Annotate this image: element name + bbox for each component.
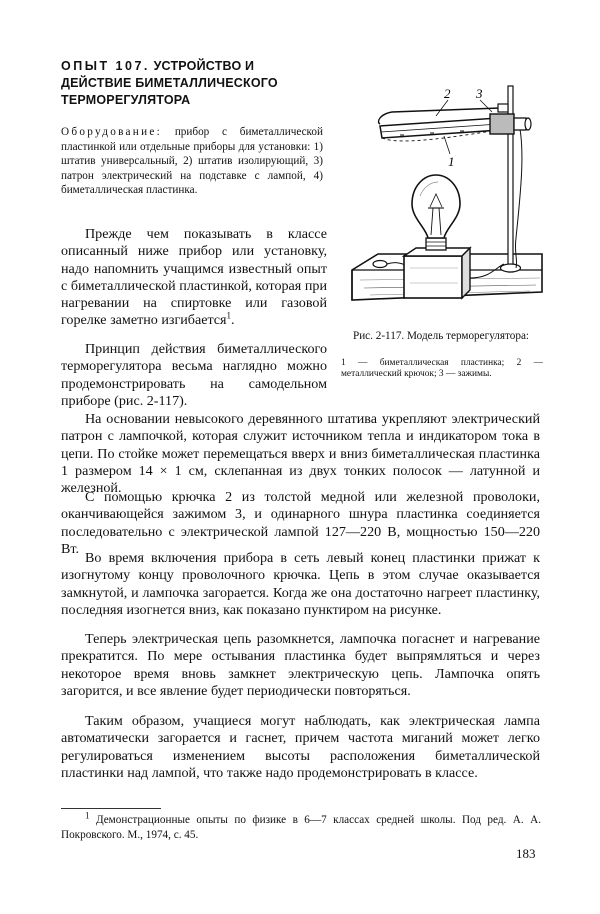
callout-2: 2 [444, 86, 451, 101]
thermoregulator-figure [340, 78, 552, 316]
footnote-mark: 1 [85, 810, 90, 821]
equipment-text: прибор с биметаллической пластинкой или отдельные приборы для установки: 1) штатив универсальный, 2) штатив изолирующий, 3) патрон электрический на подставке с лампой, 4) биметаллическая пластинка. [61, 126, 323, 196]
callout-3: 3 [476, 86, 483, 101]
footnote-ref: 1 [226, 310, 232, 321]
footnote-text: Демонстрационные опыты по физике в 6—7 классах средней школы. Под ред. А. А. Покровского. М., 1974, с. 45. [61, 814, 541, 841]
figure-legend: 1 — биметаллическая пластинка; 2 — металлический крючок; 3 — зажимы. [341, 358, 543, 379]
paragraph-principle: Принцип действия биметаллического терморегулятора весьма наглядно можно продемонстрировать на самодельном приборе (рис. 2-117). [61, 341, 327, 409]
footnote [61, 810, 541, 842]
leader-1 [444, 136, 450, 154]
experiment-heading [61, 58, 323, 109]
paragraph-intro-text: Прежде чем показывать в классе описанный ниже прибор или установку, надо напомнить учащимся известный опыт с биметаллической пластинкой, которая при нагревании на спиртовке или газовой горелке заметно изгибается [61, 226, 327, 329]
paragraph-operation: Во время включения прибора в сеть левый конец пластинки прижат к изогнутому концу проволочного крючка. Цепь в этом случае оказывается замкнутой, и лампочка загорается. Когда же она достаточно нагреет пластинку, последняя изогнется вниз, как показано пунктиром на рисунке. [61, 550, 540, 618]
equipment-label: Оборудование: [61, 126, 163, 138]
paragraph-conclusion: Таким образом, учащиеся могут наблюдать, как электрическая лампа автоматически загорается и гаснет, причем частота миганий может легко регулироваться изменением высоты расположения биметаллической пластинки над лампой, что также надо продемонстрировать в классе. [61, 713, 540, 781]
paragraph-setup: На основании невысокого деревянного штатива укрепляют электрический патрон с лампочкой, которая служит источником тепла и индикатором тока в цепи. По стойке может перемещаться вверх и вниз биметаллическая пластинка 1 размером 14 × 1 см, склепанная из двух тонких полосок — латунной и железной. [61, 411, 540, 497]
figure-caption: Рис. 2-117. Модель терморегулятора: [352, 330, 530, 342]
paragraph-hook: С помощью крючка 2 из толстой медной или железной проволоки, оканчивающейся зажимом 3, и одинарного шнура пластинка соединяется последовательно с электрической лампой 127—220 В, мощностью 150—220 Вт. [61, 489, 540, 557]
paragraph-intro: Прежде чем показывать в классе описанный ниже прибор или установку, надо напомнить учащимся известный опыт с биметаллической пластинкой, которая при нагревании на спиртовке или газовой горелке заметно изгибается$^1$. [61, 226, 327, 329]
experiment-label: ОПЫТ 107. [61, 59, 150, 73]
footnote-divider [61, 808, 161, 809]
callout-1: 1 [448, 154, 455, 169]
lamp-socket [404, 238, 470, 298]
leader-3 [480, 100, 492, 112]
leader-2 [436, 100, 448, 116]
bimetallic-strip [380, 118, 500, 141]
experiment-title: УСТРОЙСТВО И ДЕЙСТВИЕ БИМЕТАЛЛИЧЕСКОГО ТЕРМОРЕГУЛЯТОРА [61, 59, 278, 107]
paragraph-cycle: Теперь электрическая цепь разомкнется, лампочка погаснет и нагревание прекратится. По мере остывания пластинка будет выпрямляться и через некоторое время вновь замкнет электрическую цепь. Лампочка опять загорится, и все явление будет периодически повторяться. [61, 631, 540, 699]
page-number: 183 [516, 846, 536, 861]
hook-wire [515, 120, 522, 268]
equipment-block [61, 125, 323, 198]
light-bulb [412, 175, 460, 238]
